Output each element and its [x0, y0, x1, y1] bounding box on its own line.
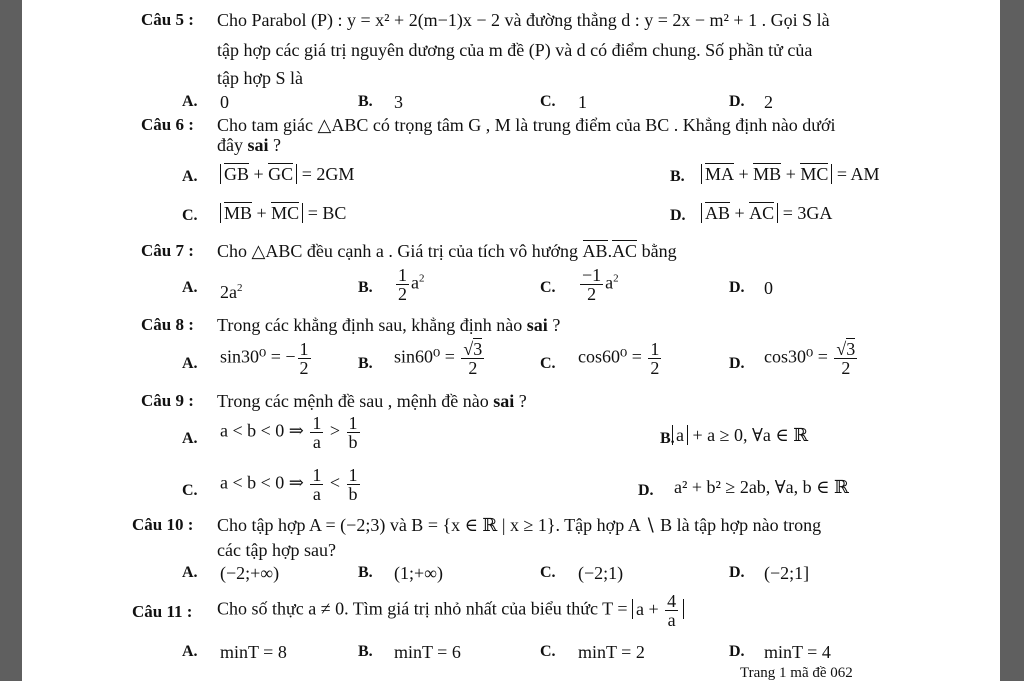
question-7-text: Cho △ABC đều cạnh a . Giá trị của tích vô hướng AB.AC bằng [217, 241, 677, 261]
q6-option-a: GB + GC = 2GM [220, 163, 354, 185]
question-8-label: Câu 8 : [141, 315, 194, 334]
q10-option-c: (−2;1) [578, 563, 624, 583]
q5-option-c: 1 [578, 92, 587, 112]
q9-option-a-letter: A. [182, 430, 198, 447]
q10-option-c-letter: C. [540, 564, 556, 581]
question-5-label: Câu 5 : [141, 10, 194, 29]
q5-option-c-letter: C. [540, 93, 556, 110]
question-10-text-line2: các tập hợp sau? [217, 540, 336, 560]
q7-option-c-letter: C. [540, 279, 556, 296]
q7-option-d: 0 [764, 278, 773, 298]
q10-option-d-letter: D. [729, 564, 745, 581]
q7-option-a: $2a^2$ [220, 282, 243, 302]
question-5-text-line3: tập hợp S là [217, 68, 304, 88]
q10-option-b: (1;+∞) [394, 563, 443, 583]
question-5-text-line1: Cho Parabol (P) : y = x² + 2(m−1)x − 2 và đường thẳng d : y = 2x − m² + 1 . Gọi S là [217, 10, 830, 30]
question-10-text-line1: Cho tập hợp A = (−2;3) và B = {x ∈ ℝ | x ≥ 1}. Tập hợp A ∖ B là tập hợp nào trong [217, 515, 822, 535]
q8-option-d: cos30⁰ = $\frac{√3}{2}$ [764, 339, 856, 378]
q9-option-c-letter: C. [182, 482, 198, 499]
q7-option-b-letter: B. [358, 279, 373, 296]
q8-option-c: cos60⁰ = $\frac{1}{2}$ [578, 339, 660, 378]
q6-option-b: MA + MB + MC = AM [701, 163, 880, 185]
q11-option-a: minT = 8 [220, 642, 287, 662]
q9-option-d: a² + b² ≥ 2ab, ∀a, b ∈ ℝ [674, 477, 849, 497]
q8-option-a-letter: A. [182, 355, 198, 372]
q5-option-a-letter: A. [182, 93, 198, 110]
question-10-label: Câu 10 : [132, 515, 194, 534]
q6-option-b-letter: B. [670, 168, 685, 185]
q5-option-d-letter: D. [729, 93, 745, 110]
q7-option-b: $\frac{1}{2}$ $a^2$ [398, 265, 425, 304]
question-6-label: Câu 6 : [141, 115, 194, 134]
q6-option-a-letter: A. [182, 168, 198, 185]
q8-option-b: sin60⁰ = $\frac{√3}{2}$ [394, 339, 483, 378]
q9-option-c: a < b < 0 ⇒ $\frac{1}{a}$ < $\frac{1}{b}$ [220, 465, 358, 504]
question-5-text-line2: tập hợp các giá trị nguyên dương của m đề (P) và d có điểm chung. Số phần tử của [217, 40, 813, 60]
q7-option-a-letter: A. [182, 279, 198, 296]
q10-option-d: (−2;1] [764, 563, 810, 583]
q9-option-d-letter: D. [638, 482, 654, 499]
q11-option-c-letter: C. [540, 643, 556, 660]
q5-option-d: 2 [764, 92, 773, 112]
q9-option-b: a + a ≥ 0, ∀a ∈ ℝ [672, 424, 808, 446]
q7-option-c: $\frac{-1}{2}$ $a^2$ [582, 265, 619, 304]
q8-option-c-letter: C. [540, 355, 556, 372]
question-6-text-line2: đây sai ? [217, 135, 282, 155]
q11-option-d: minT = 4 [764, 642, 831, 662]
q11-option-b-letter: B. [358, 643, 373, 660]
q11-option-a-letter: A. [182, 643, 198, 660]
q5-option-a: 0 [220, 92, 229, 112]
question-7-label: Câu 7 : [141, 241, 194, 260]
q11-option-b: minT = 6 [394, 642, 461, 662]
q6-option-d: AB + AC = 3GA [701, 202, 832, 224]
q10-option-a-letter: A. [182, 564, 198, 581]
q7-option-d-letter: D. [729, 279, 745, 296]
page-footer: Trang 1 mã đề 062 [740, 665, 853, 681]
question-8-text: Trong các khẳng định sau, khẳng định nào sai ? [217, 315, 561, 335]
question-11-label: Câu 11 : [132, 602, 193, 621]
q6-option-d-letter: D. [670, 207, 686, 224]
question-11-text: Cho số thực a ≠ 0. Tìm giá trị nhỏ nhất của biểu thức T = a + $\frac{4}{a}$ [217, 592, 684, 629]
question-9-label: Câu 9 : [141, 391, 194, 410]
q8-option-b-letter: B. [358, 355, 373, 372]
q10-option-b-letter: B. [358, 564, 373, 581]
q10-option-a: (−2;+∞) [220, 563, 280, 583]
q8-option-d-letter: D. [729, 355, 745, 372]
q6-option-c-letter: C. [182, 207, 198, 224]
q5-option-b-letter: B. [358, 93, 373, 110]
question-9-text: Trong các mệnh đề sau , mệnh đề nào sai ? [217, 391, 527, 411]
q11-option-c: minT = 2 [578, 642, 645, 662]
question-6-text-line1: Cho tam giác △ABC có trọng tâm G , M là trung điểm của BC . Khẳng định nào dưới [217, 115, 836, 135]
q11-option-d-letter: D. [729, 643, 745, 660]
exam-page [22, 0, 1000, 681]
q8-option-a: sin30⁰ = − $\frac{1}{2}$ [220, 339, 309, 378]
q5-option-b: 3 [394, 92, 403, 112]
q9-option-b-letter: B. [660, 430, 675, 447]
q9-option-a: a < b < 0 ⇒ $\frac{1}{a}$ > $\frac{1}{b}$ [220, 413, 358, 452]
q6-option-c: MB + MC = BC [220, 202, 346, 224]
